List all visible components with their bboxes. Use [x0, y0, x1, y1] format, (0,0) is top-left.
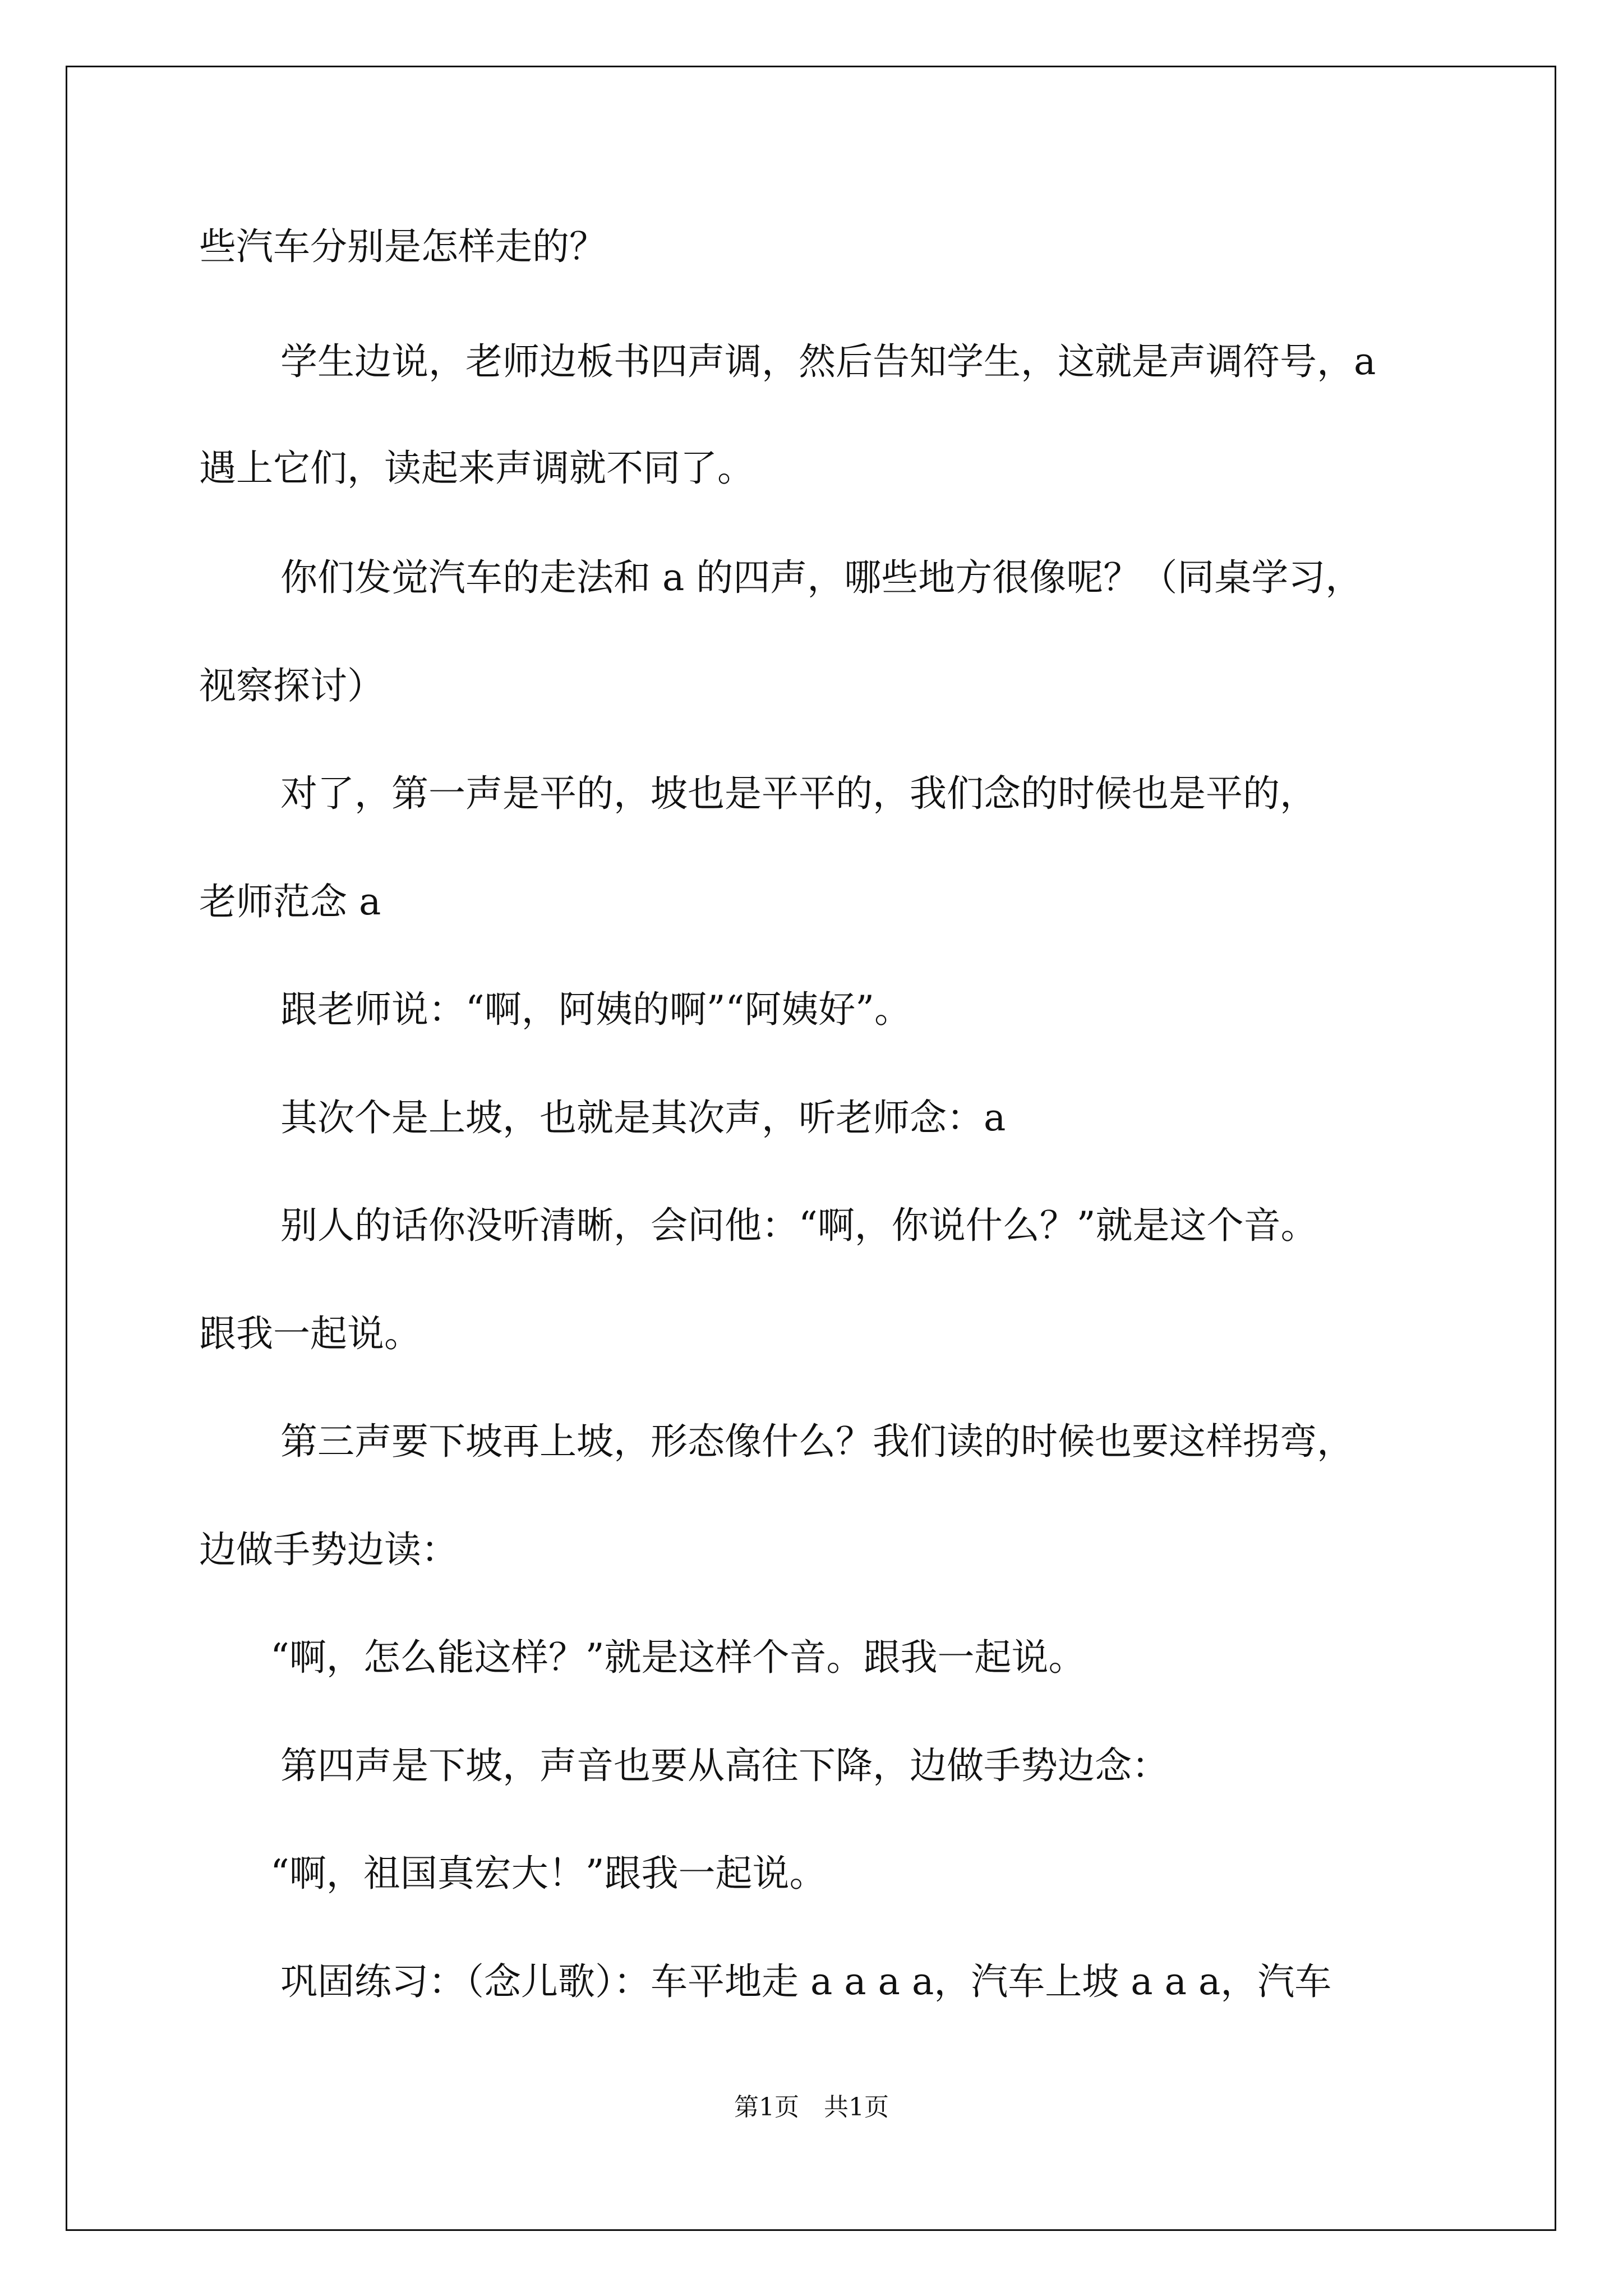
- text-line-8: 跟老师说：“啊，阿姨的啊”“阿姨好”。: [280, 988, 911, 1031]
- text-line-11: 跟我一起说。: [199, 1312, 421, 1355]
- text-line-4: 你们发觉汽车的走法和 a 的四声，哪些地方很像呢？（同桌学习，: [280, 556, 1363, 599]
- text-line-1: 些汽车分别是怎样走的？: [199, 225, 606, 268]
- text-line-17: 巩固练习：（念儿歌）：车平地走 a a a a，汽车上坡 a a a，汽车: [280, 1960, 1332, 2003]
- text-line-15: 第四声是下坡，声音也要从高往下降，边做手势边念：: [280, 1744, 1169, 1787]
- text-line-12: 第三声要下坡再上坡，形态像什么？我们读的时候也要这样拐弯，: [280, 1420, 1354, 1463]
- text-line-3: 遇上它们，读起来声调就不同了。: [199, 447, 754, 490]
- text-line-10: 别人的话你没听清晰，会问他：“啊，你说什么？”就是这个音。: [280, 1204, 1318, 1247]
- page-footer: 第1页 共1页: [734, 2093, 889, 2122]
- text-line-16: “啊，祖国真宏大！”跟我一起说。: [270, 1852, 827, 1895]
- text-line-5: 视察探讨）: [199, 664, 384, 707]
- text-line-7: 老师范念 a: [199, 880, 381, 923]
- text-line-2: 学生边说，老师边板书四声调，然后告知学生，这就是声调符号，a: [280, 340, 1376, 383]
- text-line-9: 其次个是上坡，也就是其次声，听老师念：a: [280, 1096, 1006, 1139]
- text-line-13: 边做手势边读：: [199, 1528, 458, 1571]
- page-border: [66, 66, 1556, 2231]
- text-line-6: 对了，第一声是平的，坡也是平平的，我们念的时候也是平的，: [280, 772, 1317, 815]
- text-line-14: “啊，怎么能这样？”就是这样个音。跟我一起说。: [270, 1636, 1086, 1679]
